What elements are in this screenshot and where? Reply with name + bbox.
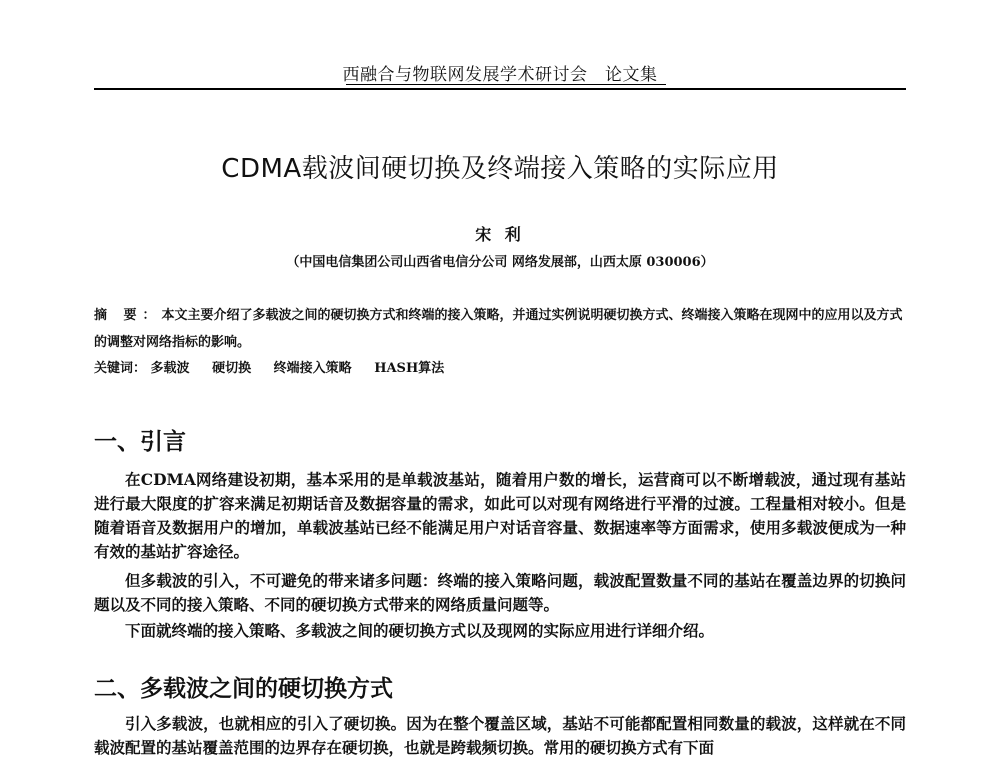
header-underline xyxy=(346,84,666,85)
header-rule xyxy=(94,88,906,90)
paper-title: CDMA载波间硬切换及终端接入策略的实际应用 xyxy=(221,154,779,184)
keyword: 终端接入策略 xyxy=(273,361,352,376)
affiliation: （中国电信集团公司山西省电信分公司 网络发展部，山西太原 030006） xyxy=(286,255,714,270)
paragraph: 但多载波的引入，不可避免的带来诸多问题：终端的接入策略问题，载波配置数量不同的基站在覆盖边界的切换问题以及不同的接入策略、不同的硬切换方式带来的网络质量问题等。 xyxy=(94,571,906,614)
abstract xyxy=(94,302,906,356)
section-heading-introduction: 一、引言 xyxy=(94,429,186,455)
paragraph: 在CDMA网络建设初期，基本采用的是单载波基站，随着用户数的增长，运营商可以不断增载波，通过现有基站进行最大限度的扩容来满足初期话音及数据容量的需求，如此可以对现有网络进行平滑的过渡。工程量相对较小。但是随着语音及数据用户的增加，单载波基站已经不能满足用户对话音容量、数据速率等方面需求，使用多载波便成为一种有效的基站扩容途径。 xyxy=(94,470,906,561)
keyword: HASH算法 xyxy=(374,361,445,376)
author: 宋 利 xyxy=(475,225,525,244)
running-header: 西融合与物联网发展学术研讨会 论文集 xyxy=(342,65,658,85)
keyword: 硬切换 xyxy=(212,361,252,376)
paragraph: 下面就终端的接入策略、多载波之间的硬切换方式以及现网的实际应用进行详细介绍。 xyxy=(125,621,715,640)
paragraph: 引入多载波，也就相应的引入了硬切换。因为在整个覆盖区域，基站不可能都配置相同数量的载波，这样就在不同载波配置的基站覆盖范围的边界存在硬切换，也就是跨载频切换。常用的硬切换方式有下面 xyxy=(94,714,906,757)
keywords xyxy=(94,357,906,376)
section-heading-hard-handoff: 二、多载波之间的硬切换方式 xyxy=(94,676,393,702)
keywords-label: 关键词： xyxy=(94,361,147,376)
abstract-text: 本文主要介绍了多载波之间的硬切换方式和终端的接入策略，并通过实例说明硬切换方式、终端接入策略在现网中的应用以及方式的调整对网络指标的影响。 xyxy=(94,308,903,350)
abstract-label: 摘 要： xyxy=(94,308,162,323)
keyword: 多载波 xyxy=(150,361,190,376)
